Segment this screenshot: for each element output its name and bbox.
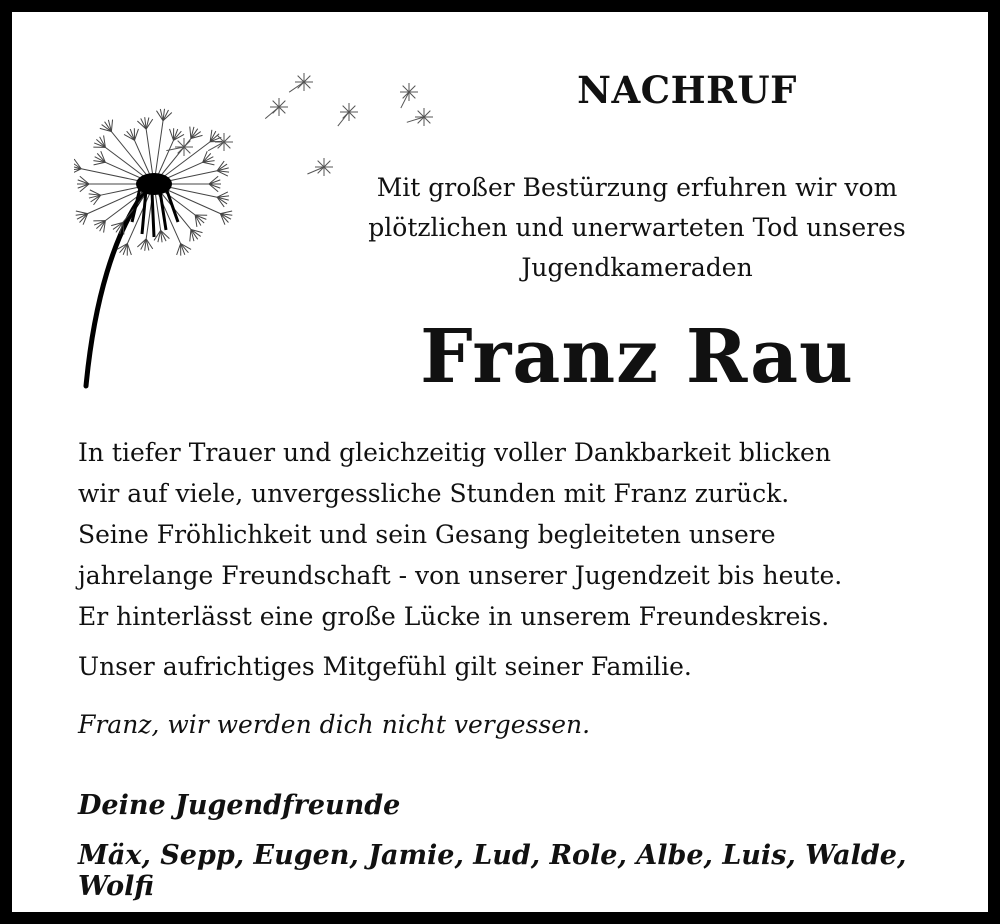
intro-line: Mit großer Bestürzung erfuhren wir vom	[376, 173, 898, 202]
friends-names: Mäx, Sepp, Eugen, Jamie, Lud, Role, Albe, Luis, Walde, Wolfi	[78, 840, 907, 902]
tribute-line: Seine Fröhlichkeit und sein Gesang begleiteten unsere	[78, 520, 776, 549]
intro-text	[312, 168, 962, 288]
intro-line: plötzlichen und unerwarteten Tod unseres	[368, 213, 906, 242]
notice-title: NACHRUF	[577, 68, 797, 112]
sympathy-line: Unser aufrichtiges Mitgefühl gilt seiner Familie.	[78, 652, 692, 681]
deceased-name: Franz Rau	[420, 314, 854, 400]
farewell-line: Franz, wir werden dich nicht vergessen.	[78, 710, 591, 739]
tribute-line: wir auf viele, unvergessliche Stunden mit Franz zurück.	[78, 479, 790, 508]
signoff-line: Deine Jugendfreunde	[78, 790, 401, 821]
tribute-line: Er hinterlässt eine große Lücke in unserem Freundeskreis.	[78, 602, 830, 631]
intro-line: Jugendkameraden	[521, 253, 753, 282]
tribute-line: In tiefer Trauer und gleichzeitig voller Dankbarkeit blicken	[78, 438, 831, 467]
tribute-line: jahrelange Freundschaft - von unserer Jugendzeit bis heute.	[78, 561, 843, 590]
tribute-paragraph	[78, 432, 978, 637]
